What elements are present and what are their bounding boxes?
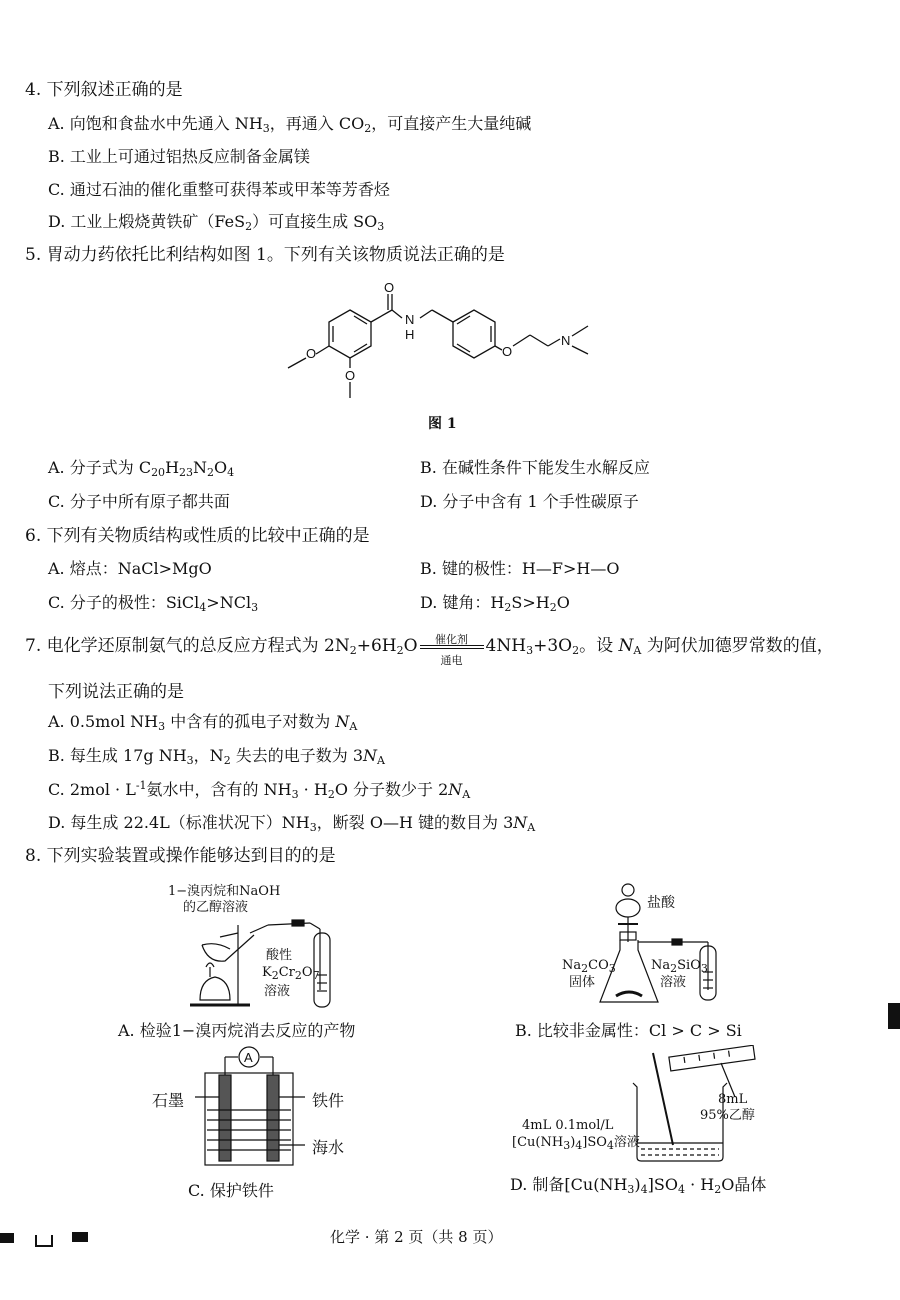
figD-apparatus bbox=[615, 1045, 765, 1170]
figA-apparatus bbox=[180, 905, 350, 1010]
figD-label-volume: 8mL bbox=[718, 1092, 748, 1107]
q6-option-c: C. 分子的极性：SiCl$_4$>NCl$_3$ bbox=[48, 593, 259, 614]
q7-option-d: D. 每生成 22.4L（标准状况下）$NH_3$，断裂 O—H 键的数目为 $3N_A$ bbox=[48, 813, 536, 834]
q8-stem: 8. 下列实验装置或操作能够达到目的的是 bbox=[25, 846, 336, 866]
q5-option-d: D. 分子中含有 1 个手性碳原子 bbox=[420, 492, 639, 511]
figD-label-ethanol: 95%乙醇 bbox=[700, 1108, 755, 1123]
scan-mark-right bbox=[72, 1232, 88, 1242]
q7-option-a: A. 0.5mol $NH_3$ 中含有的孤电子对数为 $N_A$ bbox=[48, 712, 358, 733]
methoxy-oxygen-label-2: O bbox=[345, 368, 356, 383]
figB-label-hcl: 盐酸 bbox=[647, 895, 675, 911]
q6-option-d: D. 键角：$H_2S>H_2O$ bbox=[420, 593, 570, 614]
structure-figure-1 bbox=[280, 278, 600, 408]
figC-label-graphite: 石墨 bbox=[152, 1091, 185, 1110]
amide-hydrogen-label: H bbox=[405, 327, 415, 342]
q6-stem: 6. 下列有关物质结构或性质的比较中正确的是 bbox=[25, 526, 370, 546]
figD-caption: D. 制备$[Cu(NH_3)_4]SO_4 \cdot H_2O$晶体 bbox=[510, 1175, 767, 1196]
amide-nitrogen-label: N bbox=[405, 312, 415, 327]
q4-option-d: D. 工业上煅烧黄铁矿（FeS$_2$）可直接生成 $SO_3$ bbox=[48, 212, 385, 233]
scan-mark-left bbox=[0, 1233, 14, 1243]
ammeter-label: A bbox=[244, 1050, 253, 1065]
q6-option-a: A. 熔点：NaCl>MgO bbox=[48, 559, 212, 578]
q5-option-a: A. 分子式为 $C_{20}H_{23}N_2O_4$ bbox=[48, 458, 235, 479]
carbonyl-oxygen-label: O bbox=[384, 280, 395, 295]
figC-label-seawater: 海水 bbox=[312, 1138, 345, 1157]
q7-stem-line2: 下列说法正确的是 bbox=[48, 682, 184, 702]
q7-option-b: B. 每生成 17g $NH_3$，$N_2$ 失去的电子数为 $3N_A$ bbox=[48, 746, 385, 767]
figB-caption: B. 比较非金属性：Cl > C > Si bbox=[515, 1021, 742, 1040]
figure-1-caption: 图 1 bbox=[428, 416, 457, 432]
q4-option-c: C. 通过石油的催化重整可获得苯或甲苯等芳香烃 bbox=[48, 180, 390, 199]
scan-mark-box bbox=[35, 1235, 53, 1247]
figB-label-na2co3: $Na_2CO_3$ bbox=[562, 958, 616, 975]
figC-apparatus bbox=[195, 1045, 305, 1170]
figA-label-solvent: 的乙醇溶液 bbox=[183, 900, 249, 915]
q6-option-b: B. 键的极性：H—F>H—O bbox=[420, 559, 620, 578]
figD-label-conc: 4mL 0.1mol/L bbox=[522, 1118, 614, 1133]
figA-label-dichromate: $K_2Cr_2O_7$ bbox=[262, 965, 320, 982]
q4-option-b: B. 工业上可通过铝热反应制备金属镁 bbox=[48, 147, 310, 166]
figA-label-acidic: 酸性 bbox=[266, 948, 293, 963]
figA-label-reagent: 1−溴丙烷和NaOH bbox=[168, 884, 281, 899]
figC-label-iron: 铁件 bbox=[312, 1091, 345, 1110]
scan-mark-edge bbox=[888, 1003, 900, 1029]
figB-label-na2sio3: $Na_2SiO_3$ bbox=[651, 958, 708, 975]
ether-oxygen-label: O bbox=[502, 344, 513, 359]
page-footer: 化学 · 第 2 页（共 8 页） bbox=[330, 1228, 503, 1246]
q5-option-b: B. 在碱性条件下能发生水解反应 bbox=[420, 458, 650, 477]
q4-option-a: A. 向饱和食盐水中先通入 $NH_3$，再通入 $CO_2$，可直接产生大量纯碱 bbox=[48, 114, 532, 135]
methoxy-oxygen-label-1: O bbox=[306, 346, 317, 361]
figB-apparatus bbox=[590, 880, 730, 1010]
figA-label-solution: 溶液 bbox=[264, 984, 291, 999]
q4-stem: 4. 下列叙述正确的是 bbox=[25, 80, 183, 100]
q5-stem: 5. 胃动力药依托比利结构如图 1。下列有关该物质说法正确的是 bbox=[25, 245, 505, 265]
q7-option-c: C. $2mol \cdot L^{-1}$氨水中，含有的 $NH_3 \cdot H_2O$ 分子数少于 $2N_A$ bbox=[48, 779, 471, 801]
figD-label-complex: $[Cu(NH_3)_4]SO_4$溶液 bbox=[512, 1135, 640, 1152]
q7-stem: 7. 电化学还原制氨气的总反应方程式为 $2N_2+6H_2O$ 催化剂 通电 $4NH_3+3O_2$。设 $N_A$ 为阿伏加德罗常数的值， bbox=[25, 633, 834, 667]
figA-caption: A. 检验1−溴丙烷消去反应的产物 bbox=[118, 1021, 356, 1040]
figB-label-solid: 固体 bbox=[569, 975, 596, 990]
q5-option-c: C. 分子中所有原子都共面 bbox=[48, 492, 230, 511]
figC-caption: C. 保护铁件 bbox=[188, 1181, 274, 1200]
reaction-arrow: 催化剂 通电 bbox=[418, 636, 486, 656]
amine-nitrogen-label: N bbox=[561, 333, 571, 348]
figB-label-solution: 溶液 bbox=[660, 975, 687, 990]
